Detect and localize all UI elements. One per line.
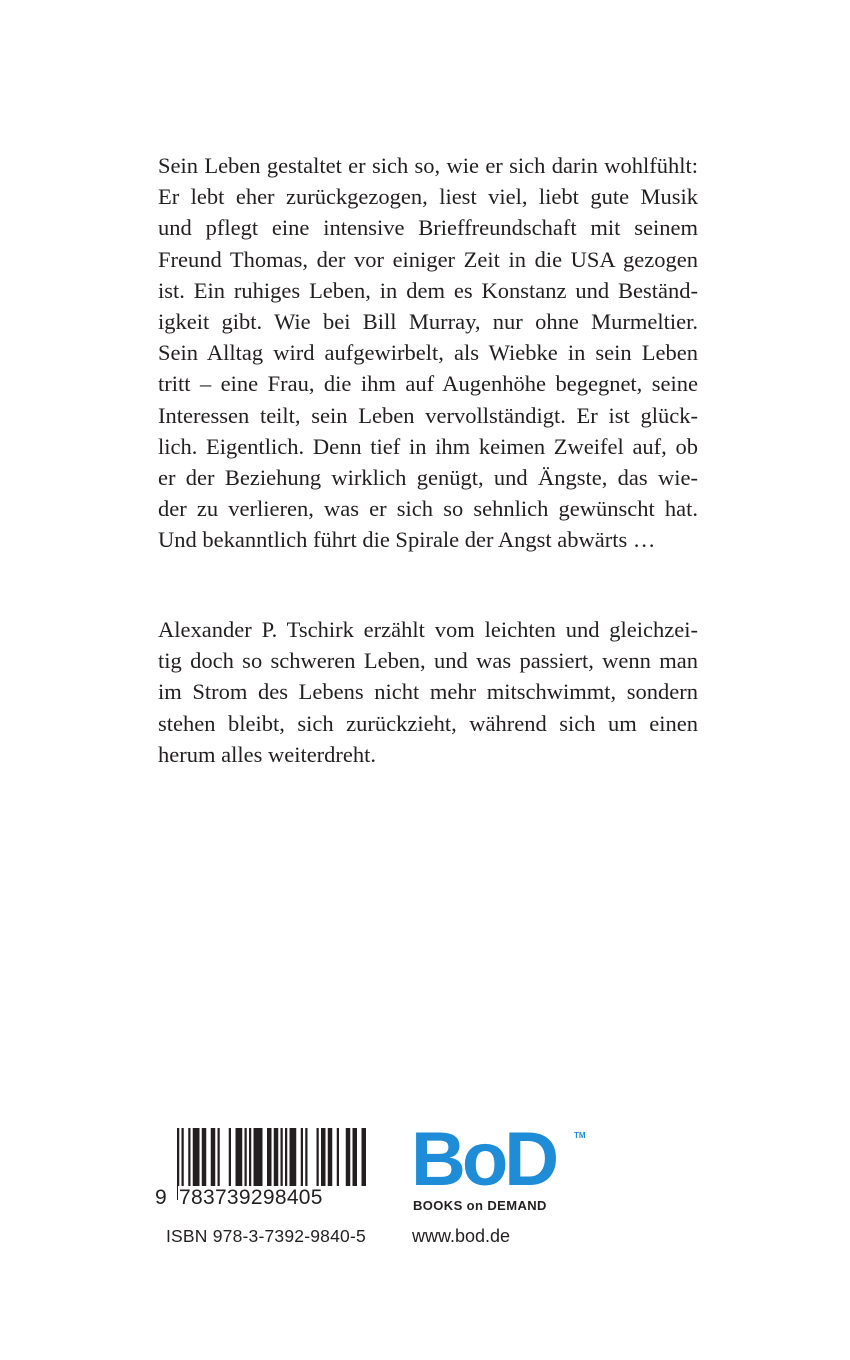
barcode-bar [218, 1128, 220, 1186]
barcode-bar [305, 1128, 307, 1186]
barcode-bar [353, 1128, 358, 1186]
barcode-bar [254, 1128, 263, 1186]
barcode-bar [321, 1128, 326, 1186]
barcode-bar [236, 1128, 243, 1186]
barcode-bar [193, 1128, 200, 1186]
publisher-tagline: BOOKS on DEMAND [413, 1198, 547, 1213]
barcode-bar [211, 1128, 216, 1186]
blurb-line: Alexander P. Tschirk erzählt vom leichten und gleichzei- [158, 617, 698, 642]
blurb-line: stehen bleibt, sich zurückzieht, während sich um einen [158, 710, 698, 736]
blurb-line: der zu verlieren, was er sich so sehnlich gewünscht hat. [158, 496, 698, 522]
barcode-lead-digit: 9 [155, 1186, 167, 1209]
barcode-bar [245, 1128, 247, 1186]
isbn-number: ISBN 978-3-7392-9840-5 [166, 1226, 366, 1246]
barcode-bar [274, 1128, 279, 1186]
barcode-bar [229, 1128, 231, 1186]
blurb-line: lich. Eigentlich. Denn tief in ihm keimen Zweifel auf, ob [158, 433, 698, 459]
blurb-line: Sein Alltag wird aufgewirbelt, als Wiebke in sein Leben [158, 340, 698, 366]
blurb-line: herum alles weiterdreht. [158, 741, 377, 767]
publisher-logo [411, 1117, 586, 1218]
blurb-line: Sein Leben gestaltet er sich so, wie er sich darin wohlfühlt: [158, 153, 698, 178]
blurb-line: Er lebt eher zurückgezogen, liest viel, liebt gute Musik [158, 184, 698, 210]
barcode-bar [249, 1128, 251, 1186]
barcode-bar [346, 1128, 351, 1186]
barcode-bar [188, 1128, 190, 1186]
barcode-bar [290, 1128, 297, 1186]
barcode-bar [337, 1128, 339, 1186]
barcode-bar [202, 1128, 207, 1186]
blurb-line: und pflegt eine intensive Brieffreundschaft mit seinem [158, 215, 698, 241]
barcode-bar [317, 1128, 319, 1186]
blurb-line: tig doch so schweren Leben, und was passiert, wenn man [158, 648, 698, 674]
blurb-line: im Strom des Lebens nicht mehr mitschwimmt, sondern [158, 679, 698, 705]
blurb-line: er der Beziehung wirklich genügt, und Ängste, das wie- [158, 465, 698, 491]
barcode-bar [362, 1128, 367, 1186]
barcode-bar [267, 1128, 272, 1186]
blurb-line: igkeit gibt. Wie bei Bill Murray, nur ohne Murmeltier. [158, 309, 698, 335]
blurb-paragraph-1 [158, 150, 698, 556]
barcode-bar [328, 1128, 333, 1186]
blurb-line: tritt – eine Frau, die ihm auf Augenhöhe begegnet, seine [158, 371, 698, 397]
barcode-bar [301, 1128, 303, 1186]
publisher-url: www.bod.de [412, 1226, 511, 1246]
blurb-line: Und bekanntlich führt die Spirale der Angst abwärts … [158, 527, 656, 553]
bod-logo-mark: BoD [411, 1117, 556, 1202]
blurb-line: Freund Thomas, der vor einiger Zeit in die USA gezogen [158, 246, 698, 272]
trademark-symbol: TM [574, 1131, 586, 1140]
blurb-paragraph-2 [158, 614, 698, 770]
barcode-number: 783739298405 [179, 1186, 323, 1209]
blurb-line: Interessen teilt, sein Leben vervollständigt. Er ist glück- [158, 402, 698, 428]
blurb-line: ist. Ein ruhiges Leben, in dem es Konstanz und Beständ- [158, 277, 698, 303]
